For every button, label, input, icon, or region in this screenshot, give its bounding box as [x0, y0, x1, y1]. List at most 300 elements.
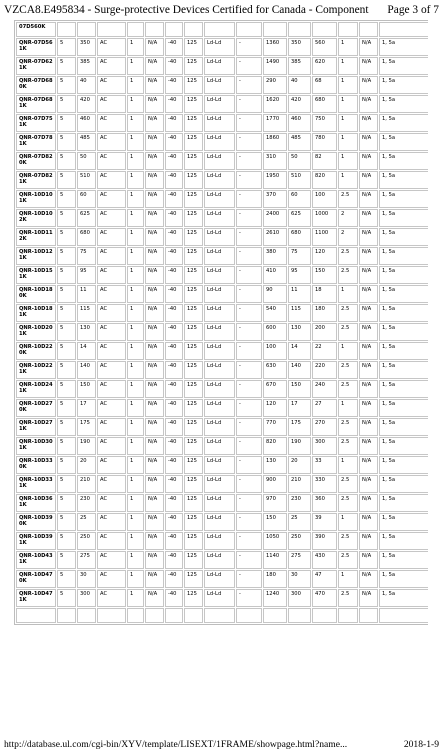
phase-cell: 1: [127, 247, 144, 265]
field-14-cell: N/A: [359, 513, 378, 531]
voltage-type-cell: AC: [97, 190, 126, 208]
phase-cell: 1: [127, 266, 144, 284]
max-temp-cell: 125: [184, 266, 203, 284]
phase-cell: 1: [127, 380, 144, 398]
page-footer: [4, 738, 439, 752]
phase-cell: 1: [127, 171, 144, 189]
field-9-cell: -: [236, 95, 262, 113]
rating-v-cell: 175: [77, 418, 96, 436]
model-cell: QNR-10D241K: [16, 380, 56, 398]
phase-cell: 1: [127, 228, 144, 246]
table-row: [16, 456, 428, 474]
phase-cell: 1: [127, 589, 144, 607]
phase-cell: 1: [127, 209, 144, 227]
rating-v-cell: 14: [77, 342, 96, 360]
field-13-cell: 1: [338, 76, 358, 94]
field-11-cell: 14: [288, 342, 311, 360]
phase-cell: 1: [127, 494, 144, 512]
model-cell: QNR-10D431K: [16, 551, 56, 569]
model-cell: QNR-07D820K: [16, 152, 56, 170]
mode-cell: Ld-Ld: [204, 190, 235, 208]
notes-cell: 1, 5a: [379, 475, 428, 493]
min-temp-cell: -40: [165, 114, 183, 132]
field-13-cell: 2.5: [338, 266, 358, 284]
table-row: [16, 304, 428, 322]
field-11-cell: 150: [288, 380, 311, 398]
qty-cell: 5: [57, 285, 76, 303]
field-5-cell: N/A: [145, 57, 164, 75]
mode-cell: Ld-Ld: [204, 361, 235, 379]
print-date: 2018-1-9: [403, 739, 439, 750]
field-13-cell: 2.5: [338, 532, 358, 550]
field-10-cell: 1770: [263, 114, 287, 132]
voltage-type-cell: AC: [97, 209, 126, 227]
model-cell: QNR-07D781K: [16, 133, 56, 151]
model-cell: QNR-10D181K: [16, 304, 56, 322]
notes-cell: 1, 5a: [379, 38, 428, 56]
notes-cell: 1, 5a: [379, 209, 428, 227]
field-12-cell: 300: [312, 437, 337, 455]
qty-cell: 5: [57, 114, 76, 132]
field-14-cell: N/A: [359, 361, 378, 379]
mode-cell: Ld-Ld: [204, 513, 235, 531]
notes-cell: 1, 5a: [379, 513, 428, 531]
mode-cell: Ld-Ld: [204, 171, 235, 189]
max-temp-cell: 125: [184, 418, 203, 436]
rating-v-cell: 17: [77, 399, 96, 417]
field-9-cell: -: [236, 342, 262, 360]
field-14-cell: N/A: [359, 266, 378, 284]
rating-v-cell: 210: [77, 475, 96, 493]
field-12-cell: 820: [312, 171, 337, 189]
notes-cell: 1, 5a: [379, 133, 428, 151]
model-cell: QNR-10D112K: [16, 228, 56, 246]
table-row: [16, 209, 428, 227]
field-9-cell: -: [236, 475, 262, 493]
field-11-cell: 230: [288, 494, 311, 512]
field-13-cell: 2.5: [338, 494, 358, 512]
field-14-cell: N/A: [359, 38, 378, 56]
field-13-cell: 1: [338, 399, 358, 417]
mode-cell: Ld-Ld: [204, 456, 235, 474]
min-temp-cell: -40: [165, 570, 183, 588]
field-12-cell: 18: [312, 285, 337, 303]
notes-cell: 1, 5a: [379, 342, 428, 360]
table-row: [16, 247, 428, 265]
field-9-cell: -: [236, 114, 262, 132]
max-temp-cell: 125: [184, 513, 203, 531]
field-11-cell: 175: [288, 418, 311, 436]
rating-v-cell: 130: [77, 323, 96, 341]
model-cell: QNR-07D751K: [16, 114, 56, 132]
page-header: [4, 2, 439, 18]
qty-cell: 5: [57, 399, 76, 417]
field-12-cell: 470: [312, 589, 337, 607]
mode-cell: Ld-Ld: [204, 437, 235, 455]
field-13-cell: 2.5: [338, 361, 358, 379]
min-temp-cell: -40: [165, 437, 183, 455]
field-13-cell: 2.5: [338, 418, 358, 436]
field-14-cell: N/A: [359, 190, 378, 208]
field-9-cell: -: [236, 456, 262, 474]
field-11-cell: 95: [288, 266, 311, 284]
phase-cell: 1: [127, 114, 144, 132]
field-13-cell: 1: [338, 171, 358, 189]
field-9-cell: -: [236, 380, 262, 398]
mode-cell: Ld-Ld: [204, 247, 235, 265]
field-9-cell: -: [236, 361, 262, 379]
field-13-cell: 2.5: [338, 323, 358, 341]
field-13-cell: 2.5: [338, 475, 358, 493]
voltage-type-cell: AC: [97, 228, 126, 246]
field-11-cell: 250: [288, 532, 311, 550]
table-row: [16, 171, 428, 189]
voltage-type-cell: AC: [97, 570, 126, 588]
qty-cell: 5: [57, 361, 76, 379]
field-5-cell: N/A: [145, 342, 164, 360]
mode-cell: Ld-Ld: [204, 76, 235, 94]
voltage-type-cell: AC: [97, 38, 126, 56]
field-14-cell: N/A: [359, 152, 378, 170]
field-14-cell: N/A: [359, 342, 378, 360]
phase-cell: 1: [127, 418, 144, 436]
table-row: [16, 38, 428, 56]
model-cell: QNR-10D361K: [16, 494, 56, 512]
qty-cell: 5: [57, 551, 76, 569]
voltage-type-cell: AC: [97, 418, 126, 436]
rating-v-cell: 300: [77, 589, 96, 607]
voltage-type-cell: AC: [97, 247, 126, 265]
table-row: [16, 532, 428, 550]
min-temp-cell: -40: [165, 57, 183, 75]
mode-cell: Ld-Ld: [204, 380, 235, 398]
mode-cell: Ld-Ld: [204, 532, 235, 550]
notes-cell: 1, 5a: [379, 266, 428, 284]
qty-cell: 5: [57, 57, 76, 75]
field-14-cell: N/A: [359, 247, 378, 265]
rating-v-cell: 75: [77, 247, 96, 265]
field-10-cell: 150: [263, 513, 287, 531]
mode-cell: Ld-Ld: [204, 475, 235, 493]
model-cell: QNR-07D681K: [16, 95, 56, 113]
field-11-cell: 485: [288, 133, 311, 151]
rating-v-cell: 190: [77, 437, 96, 455]
field-10-cell: 1240: [263, 589, 287, 607]
field-10-cell: 770: [263, 418, 287, 436]
phase-cell: 1: [127, 551, 144, 569]
max-temp-cell: 125: [184, 209, 203, 227]
field-9-cell: -: [236, 190, 262, 208]
phase-cell: 1: [127, 95, 144, 113]
notes-cell: 1, 5a: [379, 570, 428, 588]
model-cell: QNR-10D471K: [16, 589, 56, 607]
voltage-type-cell: AC: [97, 532, 126, 550]
field-9-cell: -: [236, 304, 262, 322]
mode-cell: Ld-Ld: [204, 418, 235, 436]
field-10-cell: 820: [263, 437, 287, 455]
field-9-cell: -: [236, 570, 262, 588]
max-temp-cell: 125: [184, 361, 203, 379]
max-temp-cell: 125: [184, 494, 203, 512]
field-13-cell: 2: [338, 209, 358, 227]
rating-v-cell: 625: [77, 209, 96, 227]
field-10-cell: 670: [263, 380, 287, 398]
field-10-cell: 900: [263, 475, 287, 493]
max-temp-cell: 125: [184, 114, 203, 132]
model-cell: QNR-07D561K: [16, 38, 56, 56]
notes-cell: 1, 5a: [379, 589, 428, 607]
field-14-cell: N/A: [359, 456, 378, 474]
voltage-type-cell: AC: [97, 361, 126, 379]
field-13-cell: 1: [338, 57, 358, 75]
min-temp-cell: -40: [165, 589, 183, 607]
model-cell: QNR-10D470K: [16, 570, 56, 588]
qty-cell: 5: [57, 342, 76, 360]
field-11-cell: 17: [288, 399, 311, 417]
max-temp-cell: 125: [184, 570, 203, 588]
qty-cell: 5: [57, 95, 76, 113]
field-13-cell: 1: [338, 342, 358, 360]
field-5-cell: N/A: [145, 38, 164, 56]
phase-cell: 1: [127, 190, 144, 208]
field-14-cell: N/A: [359, 76, 378, 94]
table-row: [16, 437, 428, 455]
field-11-cell: 11: [288, 285, 311, 303]
field-5-cell: N/A: [145, 361, 164, 379]
field-13-cell: 1: [338, 152, 358, 170]
table-row: [16, 266, 428, 284]
field-9-cell: -: [236, 247, 262, 265]
min-temp-cell: -40: [165, 209, 183, 227]
notes-cell: 1, 5a: [379, 190, 428, 208]
field-12-cell: 1100: [312, 228, 337, 246]
mode-cell: Ld-Ld: [204, 399, 235, 417]
min-temp-cell: -40: [165, 285, 183, 303]
field-14-cell: N/A: [359, 437, 378, 455]
table-row: [16, 133, 428, 151]
phase-cell: 1: [127, 285, 144, 303]
model-cell: QNR-10D101K: [16, 190, 56, 208]
voltage-type-cell: AC: [97, 380, 126, 398]
field-9-cell: -: [236, 285, 262, 303]
min-temp-cell: -40: [165, 171, 183, 189]
field-5-cell: N/A: [145, 266, 164, 284]
field-13-cell: 2: [338, 228, 358, 246]
max-temp-cell: 125: [184, 76, 203, 94]
voltage-type-cell: AC: [97, 494, 126, 512]
field-14-cell: N/A: [359, 551, 378, 569]
phase-cell: 1: [127, 342, 144, 360]
voltage-type-cell: AC: [97, 266, 126, 284]
field-12-cell: 68: [312, 76, 337, 94]
field-5-cell: N/A: [145, 171, 164, 189]
field-10-cell: 310: [263, 152, 287, 170]
field-11-cell: 275: [288, 551, 311, 569]
min-temp-cell: -40: [165, 380, 183, 398]
qty-cell: 5: [57, 380, 76, 398]
max-temp-cell: 125: [184, 133, 203, 151]
field-10-cell: 1140: [263, 551, 287, 569]
field-9-cell: -: [236, 266, 262, 284]
table-row: [16, 152, 428, 170]
qty-cell: 5: [57, 152, 76, 170]
field-11-cell: 420: [288, 95, 311, 113]
model-cell: QNR-10D331K: [16, 475, 56, 493]
field-13-cell: 2.5: [338, 380, 358, 398]
field-5-cell: N/A: [145, 456, 164, 474]
rating-v-cell: 250: [77, 532, 96, 550]
field-5-cell: N/A: [145, 190, 164, 208]
field-10-cell: 100: [263, 342, 287, 360]
field-13-cell: 2.5: [338, 190, 358, 208]
qty-cell: 5: [57, 304, 76, 322]
field-9-cell: -: [236, 418, 262, 436]
voltage-type-cell: AC: [97, 456, 126, 474]
field-12-cell: 33: [312, 456, 337, 474]
phase-cell: 1: [127, 323, 144, 341]
min-temp-cell: -40: [165, 266, 183, 284]
certification-table-container: [14, 20, 428, 734]
source-url: http://database.ul.com/cgi-bin/XYV/template/LISEXT/1FRAME/showpage.html?name...: [4, 739, 348, 750]
field-12-cell: 780: [312, 133, 337, 151]
min-temp-cell: -40: [165, 456, 183, 474]
field-5-cell: N/A: [145, 551, 164, 569]
field-10-cell: 380: [263, 247, 287, 265]
field-12-cell: 390: [312, 532, 337, 550]
phase-cell: 1: [127, 532, 144, 550]
field-9-cell: -: [236, 399, 262, 417]
field-5-cell: N/A: [145, 380, 164, 398]
table-row: [16, 342, 428, 360]
field-11-cell: 50: [288, 152, 311, 170]
mode-cell: Ld-Ld: [204, 494, 235, 512]
field-11-cell: 625: [288, 209, 311, 227]
rating-v-cell: 460: [77, 114, 96, 132]
field-9-cell: -: [236, 228, 262, 246]
page-number: Page 3 of 7: [387, 4, 439, 16]
table-row: [16, 380, 428, 398]
rating-v-cell: 150: [77, 380, 96, 398]
field-10-cell: 90: [263, 285, 287, 303]
field-14-cell: N/A: [359, 589, 378, 607]
voltage-type-cell: AC: [97, 399, 126, 417]
field-10-cell: 2610: [263, 228, 287, 246]
max-temp-cell: 125: [184, 475, 203, 493]
notes-cell: 1, 5a: [379, 418, 428, 436]
field-9-cell: -: [236, 171, 262, 189]
model-cell: QNR-10D301K: [16, 437, 56, 455]
min-temp-cell: -40: [165, 304, 183, 322]
field-5-cell: N/A: [145, 570, 164, 588]
field-5-cell: N/A: [145, 494, 164, 512]
min-temp-cell: -40: [165, 76, 183, 94]
mode-cell: Ld-Ld: [204, 570, 235, 588]
field-10-cell: 1950: [263, 171, 287, 189]
max-temp-cell: 125: [184, 589, 203, 607]
voltage-type-cell: AC: [97, 437, 126, 455]
voltage-type-cell: AC: [97, 133, 126, 151]
table-row: [16, 76, 428, 94]
field-10-cell: 1490: [263, 57, 287, 75]
rating-v-cell: 140: [77, 361, 96, 379]
mode-cell: Ld-Ld: [204, 95, 235, 113]
model-cell: QNR-10D151K: [16, 266, 56, 284]
min-temp-cell: -40: [165, 513, 183, 531]
field-11-cell: 60: [288, 190, 311, 208]
field-12-cell: 430: [312, 551, 337, 569]
field-14-cell: N/A: [359, 570, 378, 588]
table-row: [16, 399, 428, 417]
max-temp-cell: 125: [184, 532, 203, 550]
qty-cell: 5: [57, 437, 76, 455]
field-5-cell: N/A: [145, 95, 164, 113]
field-11-cell: 130: [288, 323, 311, 341]
rating-v-cell: 230: [77, 494, 96, 512]
field-12-cell: 27: [312, 399, 337, 417]
rating-v-cell: 510: [77, 171, 96, 189]
field-12-cell: 200: [312, 323, 337, 341]
qty-cell: 5: [57, 247, 76, 265]
field-5-cell: N/A: [145, 437, 164, 455]
field-5-cell: N/A: [145, 304, 164, 322]
field-9-cell: -: [236, 513, 262, 531]
notes-cell: 1, 5a: [379, 494, 428, 512]
field-11-cell: 30: [288, 570, 311, 588]
notes-cell: 1, 5a: [379, 95, 428, 113]
mode-cell: Ld-Ld: [204, 323, 235, 341]
field-11-cell: 385: [288, 57, 311, 75]
qty-cell: 5: [57, 418, 76, 436]
mode-cell: Ld-Ld: [204, 551, 235, 569]
field-5-cell: N/A: [145, 76, 164, 94]
table-row: [16, 589, 428, 607]
mode-cell: Ld-Ld: [204, 285, 235, 303]
qty-cell: 5: [57, 76, 76, 94]
field-14-cell: N/A: [359, 323, 378, 341]
field-14-cell: N/A: [359, 133, 378, 151]
field-5-cell: N/A: [145, 285, 164, 303]
max-temp-cell: 125: [184, 380, 203, 398]
voltage-type-cell: AC: [97, 551, 126, 569]
notes-cell: 1, 5a: [379, 437, 428, 455]
table-row: [16, 570, 428, 588]
field-14-cell: N/A: [359, 304, 378, 322]
field-13-cell: 1: [338, 114, 358, 132]
voltage-type-cell: AC: [97, 589, 126, 607]
qty-cell: 5: [57, 494, 76, 512]
voltage-type-cell: AC: [97, 323, 126, 341]
min-temp-cell: -40: [165, 551, 183, 569]
mode-cell: Ld-Ld: [204, 133, 235, 151]
voltage-type-cell: AC: [97, 76, 126, 94]
field-12-cell: 1000: [312, 209, 337, 227]
field-11-cell: 20: [288, 456, 311, 474]
field-11-cell: 140: [288, 361, 311, 379]
model-cell: QNR-10D121K: [16, 247, 56, 265]
qty-cell: 5: [57, 532, 76, 550]
table-row: [16, 285, 428, 303]
field-12-cell: 100: [312, 190, 337, 208]
max-temp-cell: 125: [184, 323, 203, 341]
notes-cell: 1, 5a: [379, 114, 428, 132]
max-temp-cell: 125: [184, 399, 203, 417]
field-12-cell: 750: [312, 114, 337, 132]
notes-cell: 1, 5a: [379, 551, 428, 569]
voltage-type-cell: AC: [97, 475, 126, 493]
rating-v-cell: 30: [77, 570, 96, 588]
field-9-cell: -: [236, 437, 262, 455]
max-temp-cell: 125: [184, 228, 203, 246]
